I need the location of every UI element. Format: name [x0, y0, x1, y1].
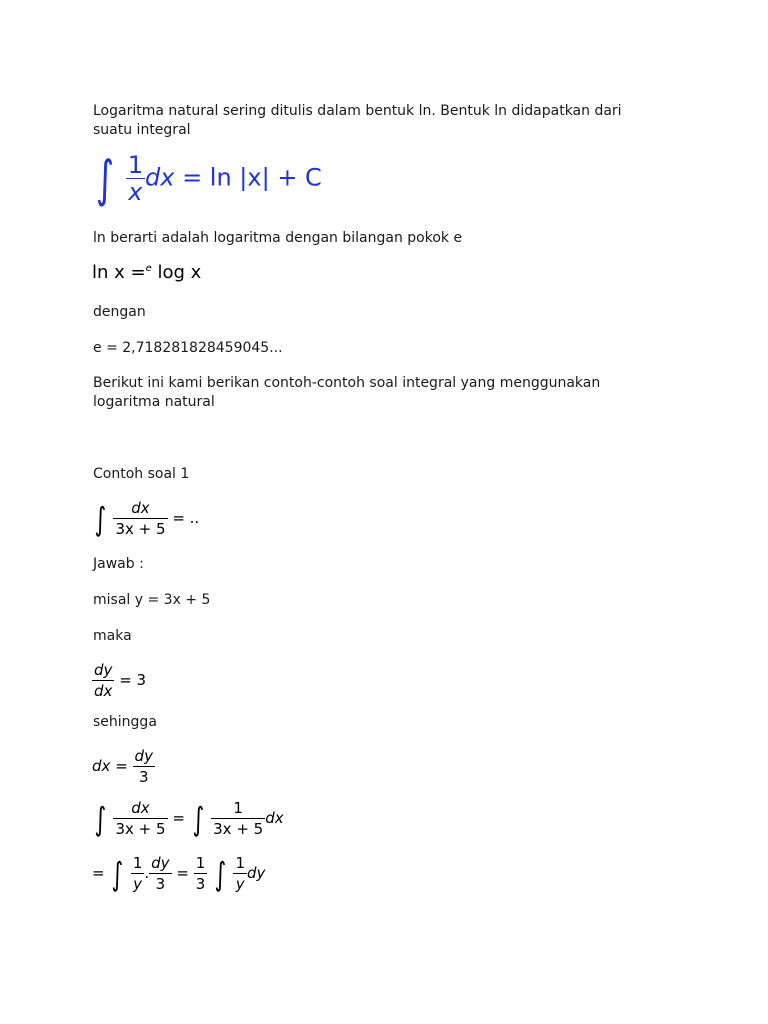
dy-term: dy: [247, 864, 266, 882]
ln-x-lhs: ln x =: [92, 262, 146, 283]
fraction-dx-over-3x5: [113, 798, 167, 839]
equals: =: [92, 864, 105, 882]
equals-three: = 3: [119, 671, 147, 689]
denominator: 3: [155, 875, 166, 893]
equals-dots: = ..: [172, 509, 200, 527]
dx-term: dx: [144, 163, 175, 192]
numerator: dy: [94, 661, 113, 679]
log-x-rhs: log x: [157, 262, 202, 283]
example-heading: Contoh soal 1: [93, 466, 190, 482]
integral-sign: ∫: [94, 499, 107, 538]
fraction-one-third: [194, 853, 208, 894]
rewritten-integral-formula: [92, 798, 284, 839]
ln-definition-formula: [92, 262, 201, 283]
equals: =: [172, 809, 185, 827]
denominator: 3x + 5: [115, 520, 166, 538]
fraction-one-over-y: [233, 853, 247, 894]
integral-sign: ∫: [94, 799, 107, 838]
example-integral: [92, 498, 199, 539]
numerator: dx: [113, 798, 167, 819]
intro-examples-text: Berikut ini kami berikan contoh-contoh soal integral yang menggunakan logaritma natural: [93, 375, 601, 410]
dengan-text: dengan: [93, 304, 146, 320]
denominator: 3: [195, 875, 206, 893]
numerator: dy: [134, 747, 153, 765]
denominator: 3x + 5: [213, 820, 264, 838]
sehingga-text: sehingga: [93, 714, 157, 730]
integral-sign: ∫: [95, 149, 115, 208]
fraction-dy-over-3: [133, 746, 155, 787]
fraction-one-over-y: [131, 853, 145, 894]
rhs-ln-abs-x-plus-c: = ln |x| + C: [182, 163, 322, 192]
fraction-dy-over-3: [149, 853, 171, 894]
intro-paragraph: Logaritma natural sering ditulis dalam bentuk ln. Bentuk ln didapatkan dari suatu integral: [93, 103, 622, 138]
integral-sign: ∫: [214, 854, 227, 893]
e-value-text: e = 2,718281828459045...: [93, 340, 283, 356]
substitution-text: misal y = 3x + 5: [93, 592, 211, 608]
jawab-label: Jawab :: [93, 556, 144, 572]
log-base-e: e: [145, 263, 152, 274]
denominator: x: [128, 178, 143, 206]
fraction-one-over-3x5: [211, 798, 265, 839]
multiply-dot: .: [144, 864, 150, 882]
numerator: dy: [151, 854, 170, 872]
denominator: 3: [138, 768, 149, 786]
fraction-one-over-x: [126, 152, 145, 205]
integral-formula-ln: [92, 149, 322, 208]
fraction-dy-over-dx: [92, 660, 114, 701]
denominator: y: [235, 875, 245, 893]
denominator: y: [133, 875, 143, 893]
denominator: 3x + 5: [115, 820, 166, 838]
integral-sign: ∫: [111, 854, 124, 893]
denominator: dx: [94, 682, 113, 700]
ln-definition-text: ln berarti adalah logaritma dengan bilangan pokok e: [93, 230, 463, 246]
integral-sign: ∫: [192, 799, 204, 838]
equals: =: [115, 757, 128, 775]
dx-substitution-formula: [92, 746, 155, 787]
fraction-dx-over-3x5: [113, 498, 167, 539]
equals: =: [176, 864, 189, 882]
numerator: 1: [211, 798, 265, 819]
derivative-formula: [92, 660, 146, 701]
dx-lhs: dx: [92, 757, 111, 775]
numerator: 1: [132, 854, 143, 872]
numerator: dx: [113, 498, 167, 519]
substituted-integral-formula: [92, 853, 265, 894]
numerator: 1: [235, 854, 246, 872]
dx-term: dx: [265, 809, 284, 827]
maka-text: maka: [93, 628, 132, 644]
numerator: 1: [127, 151, 143, 179]
numerator: 1: [195, 854, 206, 872]
